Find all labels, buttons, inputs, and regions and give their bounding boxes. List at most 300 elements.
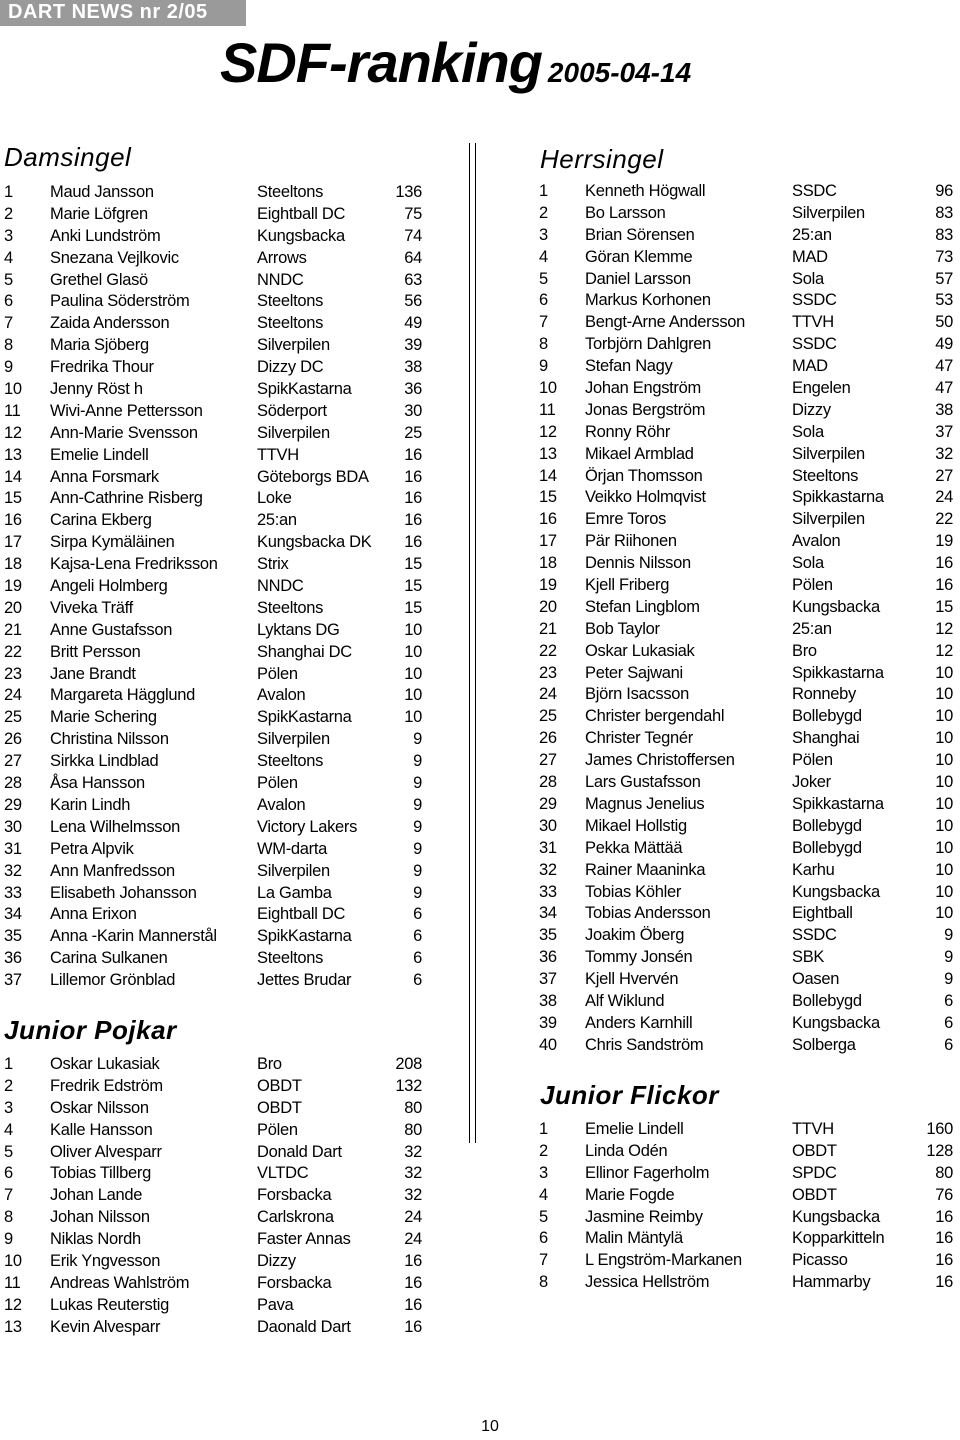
damsingel-row-club: La Gamba <box>257 883 332 902</box>
damsingel-row-rank: 18 <box>4 555 22 574</box>
damsingel-row <box>4 182 434 204</box>
junior-pojkar-row <box>4 1273 434 1295</box>
herrsingel-row-points: 6 <box>944 1035 953 1054</box>
damsingel-row-club: Kungsbacka DK <box>257 533 372 552</box>
damsingel-row-rank: 35 <box>4 927 22 946</box>
damsingel-row-club: NNDC <box>257 577 304 596</box>
junior-flickor-row-name: L Engström-Markanen <box>585 1251 742 1270</box>
herrsingel-row-rank: 23 <box>539 663 557 682</box>
damsingel-row-rank: 5 <box>4 270 13 289</box>
damsingel-row-points: 15 <box>404 577 422 596</box>
herrsingel-row <box>539 991 959 1013</box>
herrsingel-row-club: SBK <box>792 948 825 967</box>
herrsingel-row-name: Örjan Thomsson <box>585 466 703 485</box>
junior-pojkar-row-name: Oliver Alvesparr <box>50 1142 162 1161</box>
damsingel-row-rank: 2 <box>4 204 13 223</box>
damsingel-row-club: Victory Lakers <box>257 817 358 836</box>
junior-flickor-row-club: SPDC <box>792 1163 837 1182</box>
herrsingel-row-club: SSDC <box>792 291 837 310</box>
damsingel-row <box>4 467 434 489</box>
damsingel-row-rank: 37 <box>4 971 22 990</box>
herrsingel-row-rank: 33 <box>539 882 557 901</box>
herrsingel-row-rank: 26 <box>539 729 557 748</box>
herrsingel-row-name: Kjell Friberg <box>585 576 670 595</box>
herrsingel-row-rank: 11 <box>539 400 556 419</box>
damsingel-row-points: 15 <box>404 598 422 617</box>
damsingel-row-rank: 13 <box>4 445 22 464</box>
damsingel-row-club: WM-darta <box>257 839 328 858</box>
damsingel-list <box>4 182 434 992</box>
junior-pojkar-row-points: 32 <box>404 1164 422 1183</box>
damsingel-row-name: Wivi-Anne Pettersson <box>50 401 203 420</box>
herrsingel-row-rank: 18 <box>539 554 557 573</box>
damsingel-row-name: Anne Gustafsson <box>50 620 173 639</box>
damsingel-row <box>4 729 434 751</box>
herrsingel-row-name: Bob Taylor <box>585 619 660 638</box>
damsingel-row-points: 9 <box>413 839 422 858</box>
herrsingel-row <box>539 903 959 925</box>
herrsingel-row-rank: 39 <box>539 1013 557 1032</box>
junior-pojkar-row-points: 16 <box>404 1295 422 1314</box>
junior-flickor-row-rank: 8 <box>539 1273 548 1292</box>
damsingel-row-points: 16 <box>404 533 422 552</box>
damsingel-row-rank: 30 <box>4 817 22 836</box>
herrsingel-row <box>539 619 959 641</box>
damsingel-row <box>4 248 434 270</box>
junior-pojkar-row-points: 32 <box>404 1186 422 1205</box>
herrsingel-row-name: Markus Korhonen <box>585 291 711 310</box>
damsingel-row-rank: 34 <box>4 905 22 924</box>
junior-flickor-row <box>539 1207 959 1229</box>
damsingel-row-club: Strix <box>257 555 289 574</box>
damsingel-heading: Damsingel <box>4 142 132 172</box>
junior-pojkar-row-points: 24 <box>404 1230 422 1249</box>
damsingel-row-points: 38 <box>404 358 422 377</box>
junior-pojkar-row-name: Oskar Lukasiak <box>50 1055 160 1073</box>
damsingel-row-club: Steeltons <box>257 752 324 771</box>
herrsingel-row-club: MAD <box>792 357 828 376</box>
herrsingel-row-points: 47 <box>935 357 953 376</box>
junior-pojkar-row-name: Erik Yngvesson <box>50 1252 161 1271</box>
damsingel-row-club: Arrows <box>257 248 307 267</box>
damsingel-row-points: 9 <box>413 752 422 771</box>
herrsingel-row-points: 10 <box>935 860 953 879</box>
herrsingel-row-name: Daniel Larsson <box>585 269 691 288</box>
damsingel-row-name: Anna -Karin Mannerstål <box>50 927 217 946</box>
junior-flickor-row <box>539 1250 959 1272</box>
herrsingel-row-name: Johan Engström <box>585 379 701 398</box>
herrsingel-row-points: 10 <box>935 882 953 901</box>
herrsingel-row-club: Dizzy <box>792 400 831 419</box>
junior-pojkar-row-name: Fredrik Edström <box>50 1076 163 1095</box>
junior-pojkar-row-points: 16 <box>404 1273 422 1292</box>
herrsingel-row-club: Spikkastarna <box>792 663 884 682</box>
damsingel-row-club: SpikKastarna <box>257 380 352 399</box>
damsingel-row <box>4 970 434 992</box>
damsingel-row-name: Anki Lundström <box>50 226 161 245</box>
damsingel-row-club: 25:an <box>257 511 297 530</box>
damsingel-row-points: 10 <box>404 642 422 661</box>
damsingel-row-name: Snezana Vejlkovic <box>50 248 179 267</box>
junior-pojkar-row-rank: 5 <box>4 1142 13 1161</box>
damsingel-row-name: Anna Erixon <box>50 905 137 924</box>
herrsingel-row-rank: 40 <box>539 1035 557 1054</box>
damsingel-row-rank: 8 <box>4 336 13 355</box>
herrsingel-row-name: Alf Wiklund <box>585 991 665 1010</box>
herrsingel-row <box>539 487 959 509</box>
junior-pojkar-row-rank: 12 <box>4 1295 22 1314</box>
herrsingel-row-rank: 7 <box>539 313 548 332</box>
herrsingel-row-name: Stefan Lingblom <box>585 597 700 616</box>
damsingel-row <box>4 685 434 707</box>
damsingel-row-rank: 36 <box>4 949 22 968</box>
damsingel-row <box>4 620 434 642</box>
damsingel-row-points: 39 <box>404 336 422 355</box>
junior-pojkar-row-rank: 10 <box>4 1252 22 1271</box>
herrsingel-row <box>539 925 959 947</box>
damsingel-row-points: 15 <box>404 555 422 574</box>
herrsingel-row-name: Emre Toros <box>585 510 667 529</box>
herrsingel-row <box>539 641 959 663</box>
herrsingel-row <box>539 728 959 750</box>
damsingel-row <box>4 926 434 948</box>
damsingel-row-points: 10 <box>404 708 422 727</box>
herrsingel-row <box>539 706 959 728</box>
herrsingel-row-name: Bengt-Arne Andersson <box>585 313 746 332</box>
damsingel-row <box>4 291 434 313</box>
column-divider <box>469 143 476 1143</box>
damsingel-row-rank: 23 <box>4 664 22 683</box>
junior-flickor-row-club: Hammarby <box>792 1273 871 1292</box>
damsingel-row-name: Ann-Cathrine Risberg <box>50 489 203 508</box>
herrsingel-row-name: Tommy Jonsén <box>585 948 693 967</box>
herrsingel-row <box>539 181 959 203</box>
herrsingel-row-rank: 2 <box>539 203 548 222</box>
herrsingel-row-club: Spikkastarna <box>792 794 884 813</box>
herrsingel-row-points: 50 <box>935 313 953 332</box>
herrsingel-row-points: 83 <box>935 225 953 244</box>
damsingel-row-club: Göteborgs BDA <box>257 467 369 486</box>
damsingel-row-name: Zaida Andersson <box>50 314 170 333</box>
junior-flickor-row-rank: 4 <box>539 1185 548 1204</box>
damsingel-row-club: Söderport <box>257 401 327 420</box>
junior-pojkar-row <box>4 1185 434 1207</box>
herrsingel-row-points: 16 <box>935 576 953 595</box>
damsingel-row-name: Petra Alpvik <box>50 839 134 858</box>
herrsingel-row-rank: 36 <box>539 948 557 967</box>
damsingel-row-club: Pölen <box>257 774 298 793</box>
junior-flickor-row-points: 16 <box>935 1251 953 1270</box>
herrsingel-row-club: Pölen <box>792 751 833 770</box>
damsingel-row-rank: 4 <box>4 248 13 267</box>
herrsingel-row <box>539 684 959 706</box>
herrsingel-row-rank: 14 <box>539 466 557 485</box>
damsingel-row-rank: 6 <box>4 292 13 311</box>
herrsingel-row-name: Pär Riihonen <box>585 532 677 551</box>
junior-pojkar-row <box>4 1295 434 1317</box>
herrsingel-row-points: 19 <box>935 532 953 551</box>
junior-pojkar-row-club: Forsbacka <box>257 1186 332 1205</box>
herrsingel-row <box>539 816 959 838</box>
damsingel-row-points: 10 <box>404 664 422 683</box>
damsingel-row-points: 6 <box>413 949 422 968</box>
herrsingel-row <box>539 203 959 225</box>
damsingel-row-name: Kajsa-Lena Fredriksson <box>50 555 218 574</box>
herrsingel-heading: Herrsingel <box>540 144 664 174</box>
damsingel-row-rank: 32 <box>4 861 22 880</box>
damsingel-row <box>4 598 434 620</box>
damsingel-row-club: Silverpilen <box>257 336 330 355</box>
junior-pojkar-row-club: Faster Annas <box>257 1230 351 1249</box>
herrsingel-row <box>539 290 959 312</box>
junior-pojkar-row-rank: 2 <box>4 1076 13 1095</box>
damsingel-row-name: Christina Nilsson <box>50 730 169 749</box>
herrsingel-row-points: 10 <box>935 707 953 726</box>
damsingel-row-name: Elisabeth Johansson <box>50 883 197 902</box>
herrsingel-row-club: Kungsbacka <box>792 882 880 901</box>
junior-pojkar-row-rank: 11 <box>4 1273 21 1292</box>
damsingel-row <box>4 642 434 664</box>
herrsingel-row-club: SSDC <box>792 182 837 200</box>
junior-flickor-list <box>539 1119 959 1294</box>
herrsingel-row-name: Peter Sajwani <box>585 663 683 682</box>
damsingel-row-club: Pölen <box>257 664 298 683</box>
junior-pojkar-row-name: Kevin Alvesparr <box>50 1317 161 1336</box>
herrsingel-row-name: Christer bergendahl <box>585 707 725 726</box>
junior-pojkar-row-name: Tobias Tillberg <box>50 1164 151 1183</box>
junior-flickor-row-name: Ellinor Fagerholm <box>585 1163 710 1182</box>
herrsingel-row-rank: 19 <box>539 576 557 595</box>
damsingel-row-rank: 22 <box>4 642 22 661</box>
junior-pojkar-row-points: 24 <box>404 1208 422 1227</box>
herrsingel-row-club: Bollebygd <box>792 991 862 1010</box>
junior-flickor-row-points: 128 <box>926 1141 953 1160</box>
herrsingel-row-name: Göran Klemme <box>585 247 693 266</box>
junior-flickor-row-rank: 6 <box>539 1229 548 1248</box>
damsingel-row <box>4 554 434 576</box>
damsingel-row-name: Carina Ekberg <box>50 511 152 530</box>
junior-flickor-row-name: Emelie Lindell <box>585 1120 684 1138</box>
damsingel-row-points: 49 <box>404 314 422 333</box>
herrsingel-row-rank: 8 <box>539 335 548 354</box>
damsingel-row-name: Grethel Glasö <box>50 270 148 289</box>
herrsingel-row-club: SSDC <box>792 926 837 945</box>
damsingel-row-club: Silverpilen <box>257 423 330 442</box>
herrsingel-row <box>539 750 959 772</box>
herrsingel-row-name: Veikko Holmqvist <box>585 488 706 507</box>
herrsingel-row-name: Lars Gustafsson <box>585 773 701 792</box>
damsingel-row-points: 36 <box>404 380 422 399</box>
damsingel-row-rank: 20 <box>4 598 22 617</box>
herrsingel-row-club: Solberga <box>792 1035 856 1054</box>
damsingel-row <box>4 773 434 795</box>
herrsingel-row <box>539 356 959 378</box>
header-band <box>0 0 246 26</box>
herrsingel-row <box>539 860 959 882</box>
junior-pojkar-row-name: Johan Nilsson <box>50 1208 150 1227</box>
herrsingel-row-rank: 21 <box>539 619 557 638</box>
damsingel-row-name: Maud Jansson <box>50 183 154 201</box>
herrsingel-row-rank: 34 <box>539 904 557 923</box>
herrsingel-row-club: Sola <box>792 269 824 288</box>
herrsingel-row-club: Bollebygd <box>792 816 862 835</box>
herrsingel-row-name: Stefan Nagy <box>585 357 673 376</box>
junior-flickor-row-points: 76 <box>935 1185 953 1204</box>
junior-pojkar-row-name: Kalle Hansson <box>50 1120 153 1139</box>
damsingel-row <box>4 795 434 817</box>
junior-flickor-row-rank: 5 <box>539 1207 548 1226</box>
herrsingel-row-rank: 35 <box>539 926 557 945</box>
herrsingel-row-points: 10 <box>935 838 953 857</box>
damsingel-row-rank: 14 <box>4 467 22 486</box>
junior-flickor-row-club: OBDT <box>792 1185 837 1204</box>
junior-pojkar-row-points: 32 <box>404 1142 422 1161</box>
herrsingel-row-points: 10 <box>935 663 953 682</box>
damsingel-row-name: Karin Lindh <box>50 795 131 814</box>
damsingel-row-club: Dizzy DC <box>257 358 324 377</box>
junior-pojkar-row <box>4 1142 434 1164</box>
damsingel-row-points: 16 <box>404 489 422 508</box>
herrsingel-row <box>539 575 959 597</box>
junior-pojkar-row-club: Forsbacka <box>257 1273 332 1292</box>
junior-flickor-row-name: Malin Mäntylä <box>585 1229 683 1248</box>
herrsingel-row-name: Rainer Maaninka <box>585 860 706 879</box>
herrsingel-row-club: Steeltons <box>792 466 859 485</box>
junior-pojkar-row <box>4 1120 434 1142</box>
damsingel-row <box>4 226 434 248</box>
herrsingel-row <box>539 225 959 247</box>
junior-flickor-row-club: OBDT <box>792 1141 837 1160</box>
herrsingel-row-rank: 17 <box>539 532 557 551</box>
junior-pojkar-row-rank: 1 <box>4 1055 13 1073</box>
herrsingel-row-name: Jonas Bergström <box>585 400 706 419</box>
damsingel-row-points: 64 <box>404 248 422 267</box>
damsingel-row-points: 6 <box>413 971 422 990</box>
junior-pojkar-row-club: Donald Dart <box>257 1142 342 1161</box>
herrsingel-row <box>539 269 959 291</box>
herrsingel-row-club: Avalon <box>792 532 841 551</box>
herrsingel-row-rank: 22 <box>539 641 557 660</box>
herrsingel-row-points: 12 <box>935 641 953 660</box>
damsingel-row <box>4 313 434 335</box>
herrsingel-row-club: Engelen <box>792 379 851 398</box>
damsingel-row <box>4 335 434 357</box>
damsingel-row <box>4 445 434 467</box>
junior-flickor-row-points: 16 <box>935 1207 953 1226</box>
damsingel-row <box>4 204 434 226</box>
junior-flickor-row <box>539 1272 959 1294</box>
damsingel-row-club: Eightball DC <box>257 905 346 924</box>
damsingel-row-rank: 3 <box>4 226 13 245</box>
damsingel-row-club: SpikKastarna <box>257 927 352 946</box>
herrsingel-row-rank: 16 <box>539 510 557 529</box>
junior-flickor-row-points: 80 <box>935 1163 953 1182</box>
damsingel-row-name: Anna Forsmark <box>50 467 159 486</box>
herrsingel-row-rank: 6 <box>539 291 548 310</box>
herrsingel-row-points: 83 <box>935 203 953 222</box>
junior-pojkar-row-name: Oskar Nilsson <box>50 1098 149 1117</box>
herrsingel-row-name: Anders Karnhill <box>585 1013 693 1032</box>
herrsingel-row <box>539 466 959 488</box>
damsingel-row-name: Marie Löfgren <box>50 204 148 223</box>
junior-pojkar-row-points: 16 <box>404 1252 422 1271</box>
header-band-text: DART NEWS nr 2/05 <box>8 1 208 23</box>
junior-pojkar-row <box>4 1098 434 1120</box>
damsingel-row-name: Fredrika Thour <box>50 358 154 377</box>
junior-pojkar-row-rank: 6 <box>4 1164 13 1183</box>
junior-pojkar-row <box>4 1207 434 1229</box>
damsingel-row-rank: 12 <box>4 423 22 442</box>
damsingel-row <box>4 270 434 292</box>
herrsingel-row-points: 49 <box>935 335 953 354</box>
damsingel-row-points: 16 <box>404 467 422 486</box>
herrsingel-row <box>539 794 959 816</box>
herrsingel-row-points: 57 <box>935 269 953 288</box>
herrsingel-row-rank: 15 <box>539 488 557 507</box>
damsingel-row-points: 10 <box>404 686 422 705</box>
damsingel-row-rank: 29 <box>4 795 22 814</box>
damsingel-row <box>4 379 434 401</box>
damsingel-row <box>4 357 434 379</box>
damsingel-row-points: 75 <box>404 204 422 223</box>
herrsingel-row-name: Chris Sandström <box>585 1035 704 1054</box>
herrsingel-row-name: Bo Larsson <box>585 203 666 222</box>
damsingel-row-points: 9 <box>413 817 422 836</box>
damsingel-row-name: Maria Sjöberg <box>50 336 149 355</box>
herrsingel-row-club: Karhu <box>792 860 835 879</box>
damsingel-row-club: Shanghai DC <box>257 642 352 661</box>
herrsingel-row-club: Shanghai <box>792 729 860 748</box>
junior-pojkar-row-club: OBDT <box>257 1076 302 1095</box>
herrsingel-row-points: 6 <box>944 991 953 1010</box>
damsingel-row-name: Lena Wilhelmsson <box>50 817 181 836</box>
junior-pojkar-row-rank: 9 <box>4 1230 13 1249</box>
herrsingel-row-club: Bro <box>792 641 817 660</box>
herrsingel-row-club: 25:an <box>792 225 832 244</box>
herrsingel-row-points: 32 <box>935 444 953 463</box>
damsingel-row <box>4 751 434 773</box>
damsingel-row-name: Jenny Röst h <box>50 380 143 399</box>
herrsingel-row-rank: 20 <box>539 597 557 616</box>
damsingel-row-name: Jane Brandt <box>50 664 136 683</box>
herrsingel-row-rank: 1 <box>539 182 548 200</box>
damsingel-row-name: Angeli Holmberg <box>50 577 168 596</box>
damsingel-row-club: Steeltons <box>257 598 324 617</box>
herrsingel-row-name: Kenneth Högwall <box>585 182 706 200</box>
damsingel-row-points: 9 <box>413 795 422 814</box>
damsingel-row-club: Steeltons <box>257 314 324 333</box>
damsingel-row-points: 136 <box>395 183 422 201</box>
herrsingel-row <box>539 1013 959 1035</box>
herrsingel-row-points: 6 <box>944 1013 953 1032</box>
damsingel-row-points: 16 <box>404 445 422 464</box>
herrsingel-row <box>539 597 959 619</box>
herrsingel-row-rank: 27 <box>539 751 557 770</box>
damsingel-row-rank: 19 <box>4 577 22 596</box>
herrsingel-row-club: Silverpilen <box>792 203 865 222</box>
herrsingel-row-rank: 25 <box>539 707 557 726</box>
damsingel-row-club: Avalon <box>257 686 306 705</box>
herrsingel-row-points: 10 <box>935 773 953 792</box>
junior-pojkar-row-points: 80 <box>404 1098 422 1117</box>
junior-pojkar-row-name: Niklas Nordh <box>50 1230 141 1249</box>
damsingel-row-name: Sirpa Kymäläinen <box>50 533 175 552</box>
herrsingel-row-rank: 38 <box>539 991 557 1010</box>
herrsingel-row-rank: 5 <box>539 269 548 288</box>
damsingel-row-name: Sirkka Lindblad <box>50 752 159 771</box>
damsingel-row-name: Emelie Lindell <box>50 445 149 464</box>
herrsingel-row-name: James Christoffersen <box>585 751 735 770</box>
